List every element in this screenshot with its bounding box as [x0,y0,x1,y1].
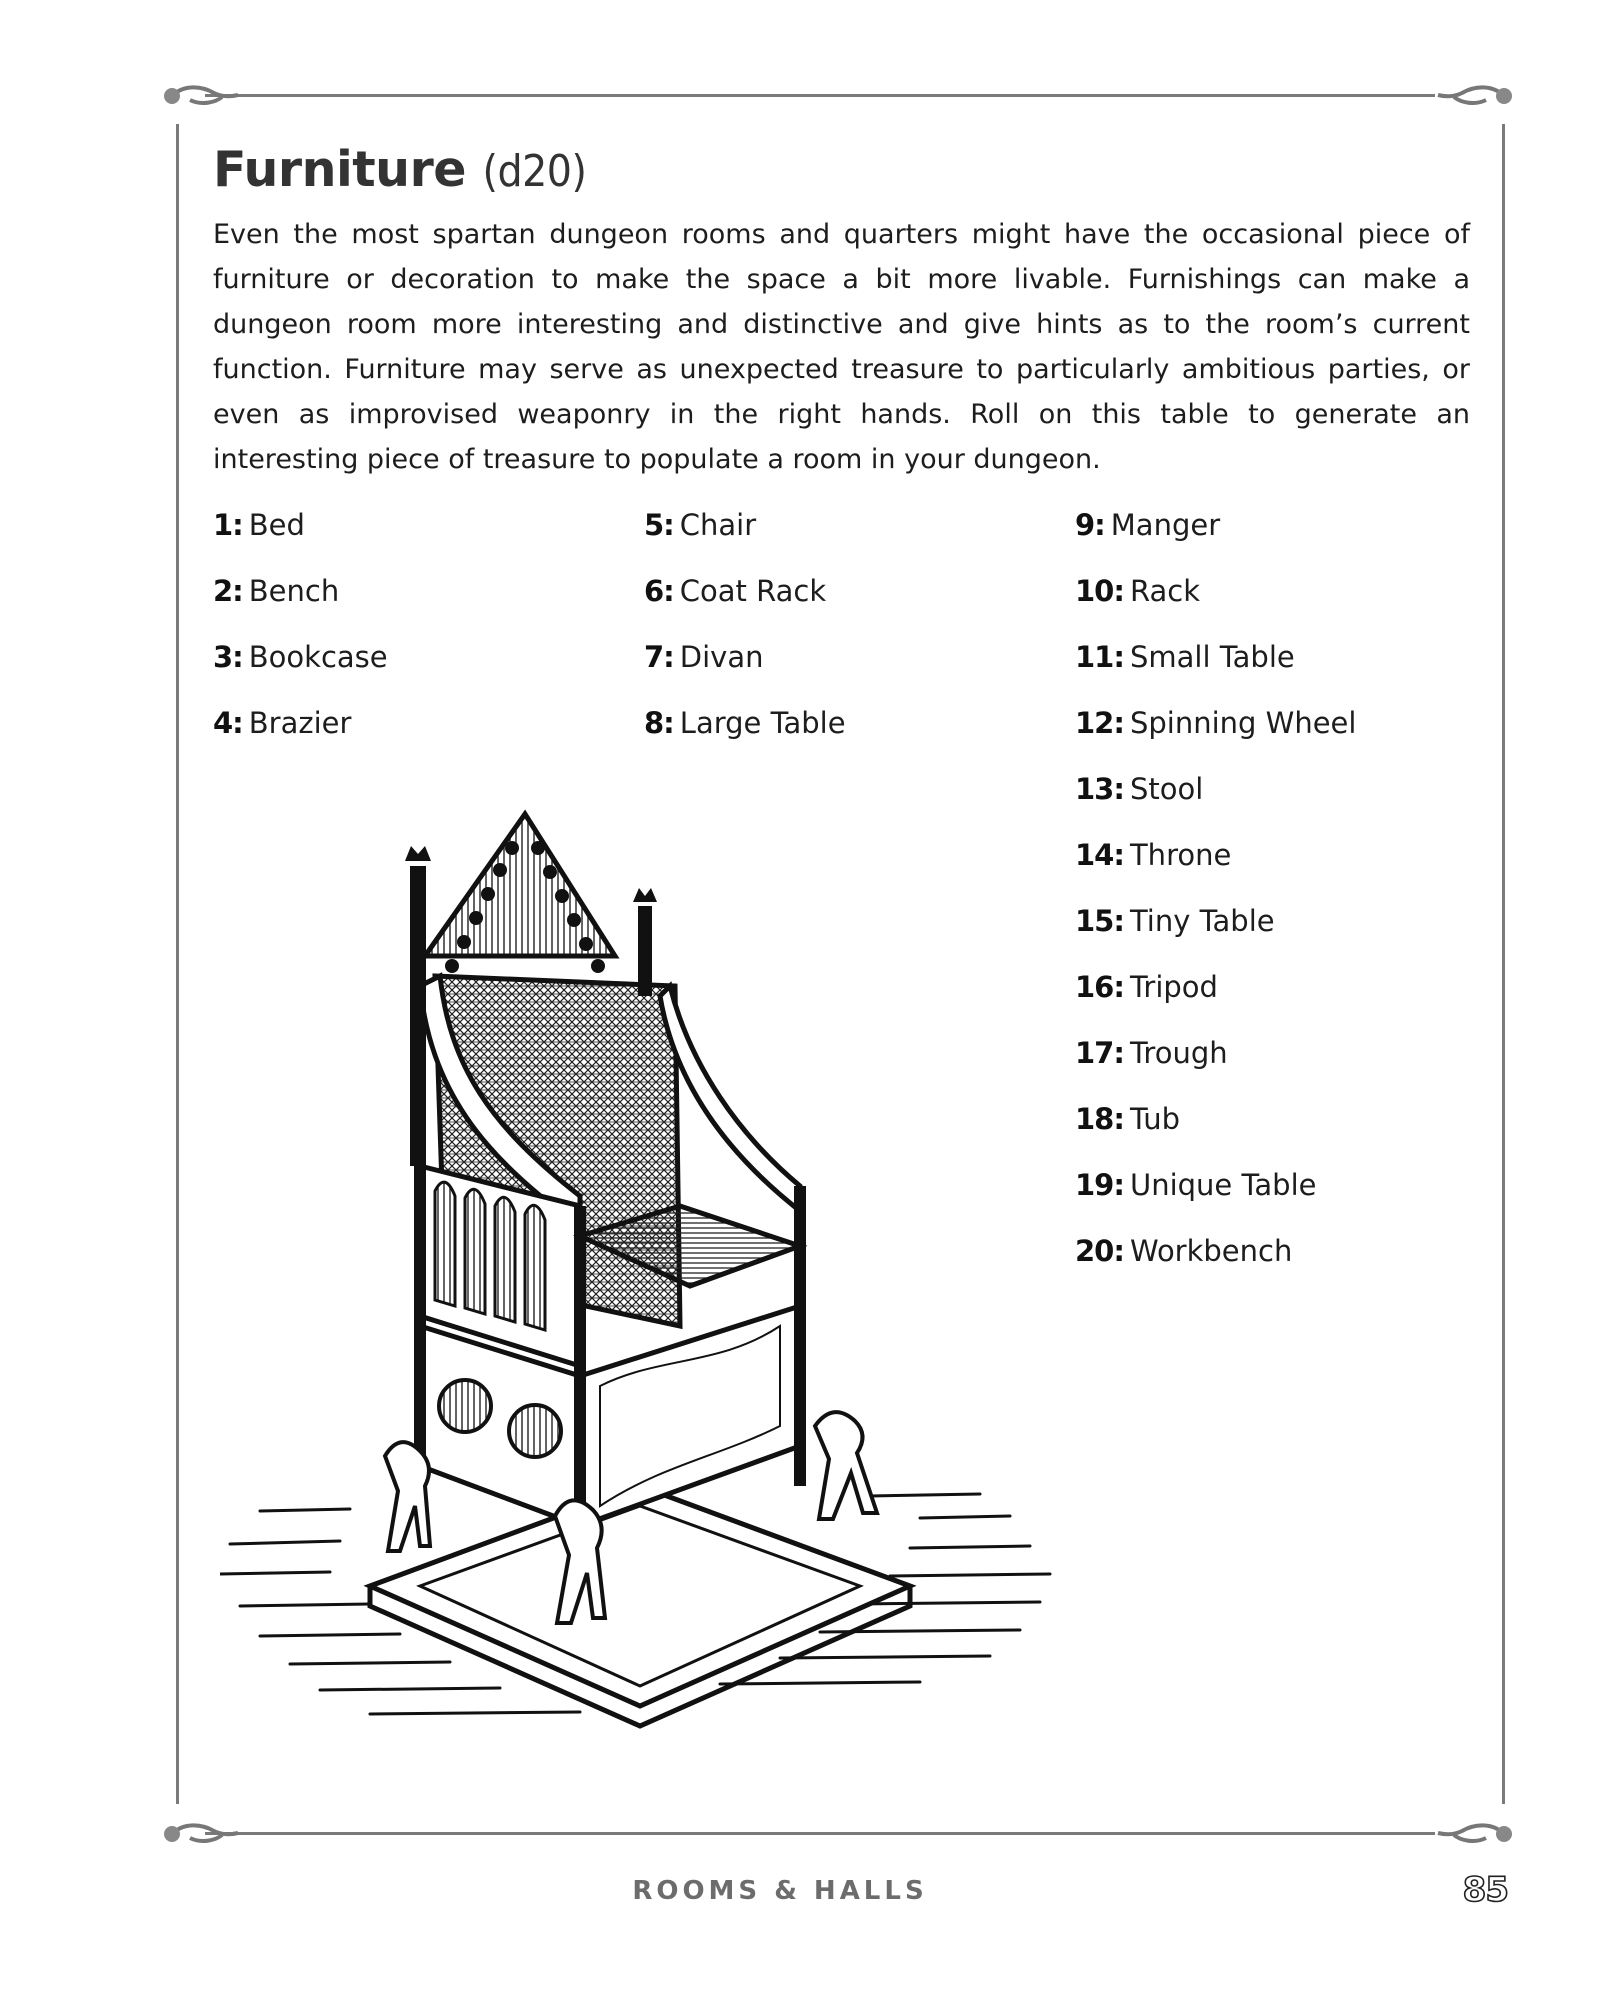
entry-name: Trough [1129,1036,1228,1070]
frame-bottom-border [205,1832,1435,1835]
entry-number: 2: [213,574,243,608]
table-entry [644,500,1064,566]
table-entry [1075,1028,1495,1094]
entry-number: 9: [1075,508,1105,542]
table-entry [1075,1160,1495,1226]
table-entry [1075,962,1495,1028]
roll-table-column-1 [213,500,633,764]
entry-number: 15: [1075,904,1124,938]
entry-number: 4: [213,706,243,740]
page-title [213,140,586,202]
die-notation: (d20) [482,146,587,197]
roll-table-column-2 [644,500,1064,764]
entry-number: 19: [1075,1168,1124,1202]
table-entry [1075,1094,1495,1160]
table-entry [1075,830,1495,896]
table-entry [1075,566,1495,632]
frame-top-border [205,94,1435,97]
table-entry [1075,632,1495,698]
table-entry [1075,896,1495,962]
entry-name: Small Table [1129,640,1295,674]
frame-right-border [1502,124,1505,1804]
entry-number: 5: [644,508,674,542]
entry-name: Bench [248,574,340,608]
table-entry [1075,698,1495,764]
intro-paragraph: Even the most spartan dungeon rooms and quarters might have the occasional piece of furniture or decoration to make the space a bit more livable. Furnishings can make a dungeon room more interesting and distinctive and give hints as to the room’s current function. Furniture may serve as unexpected treasure to particularly ambitious parties, or even as improvised weaponry in the right hands. Roll on this table to generate an interesting piece of treasure to populate a room in your dungeon. [213,219,1470,475]
entry-name: Manger [1110,508,1221,542]
entry-number: 13: [1075,772,1124,806]
entry-name: Workbench [1129,1234,1293,1268]
entry-number: 8: [644,706,674,740]
table-entry [644,632,1064,698]
entry-number: 17: [1075,1036,1124,1070]
table-entry [644,566,1064,632]
entry-name: Tiny Table [1129,904,1275,938]
roll-table-column-3 [1075,500,1495,1292]
entry-name: Large Table [679,706,846,740]
entry-number: 12: [1075,706,1124,740]
table-entry [1075,1226,1495,1292]
entry-number: 1: [213,508,243,542]
corner-flourish-bottom-left [160,1816,240,1850]
table-entry [644,698,1064,764]
frame-left-border [176,124,179,1804]
entry-name: Stool [1129,772,1204,806]
entry-name: Coat Rack [679,574,827,608]
entry-name: Rack [1129,574,1200,608]
footer-section-title: ROOMS & HALLS [632,1876,928,1906]
table-entry [1075,764,1495,830]
entry-name: Bed [248,508,305,542]
entry-number: 14: [1075,838,1124,872]
corner-flourish-top-left [160,78,240,112]
title-text: Furniture [213,141,466,198]
entry-name: Chair [679,508,757,542]
entry-number: 10: [1075,574,1124,608]
entry-name: Throne [1129,838,1232,872]
table-entry [1075,500,1495,566]
entry-name: Tripod [1129,970,1218,1004]
entry-name: Spinning Wheel [1129,706,1357,740]
entry-number: 18: [1075,1102,1124,1136]
corner-flourish-bottom-right [1436,1816,1516,1850]
entry-name: Divan [679,640,764,674]
entry-name: Tub [1129,1102,1181,1136]
entry-number: 7: [644,640,674,674]
table-entry [213,500,633,566]
entry-number: 20: [1075,1234,1124,1268]
entry-name: Bookcase [248,640,388,674]
entry-name: Brazier [248,706,352,740]
entry-number: 16: [1075,970,1124,1004]
table-entry [213,698,633,764]
table-entry [213,632,633,698]
entry-number: 6: [644,574,674,608]
throne-illustration [220,806,1070,1736]
corner-flourish-top-right [1436,78,1516,112]
entry-number: 11: [1075,640,1124,674]
page-number: 85 [1462,1870,1508,1910]
table-entry [213,566,633,632]
entry-number: 3: [213,640,243,674]
entry-name: Unique Table [1129,1168,1317,1202]
